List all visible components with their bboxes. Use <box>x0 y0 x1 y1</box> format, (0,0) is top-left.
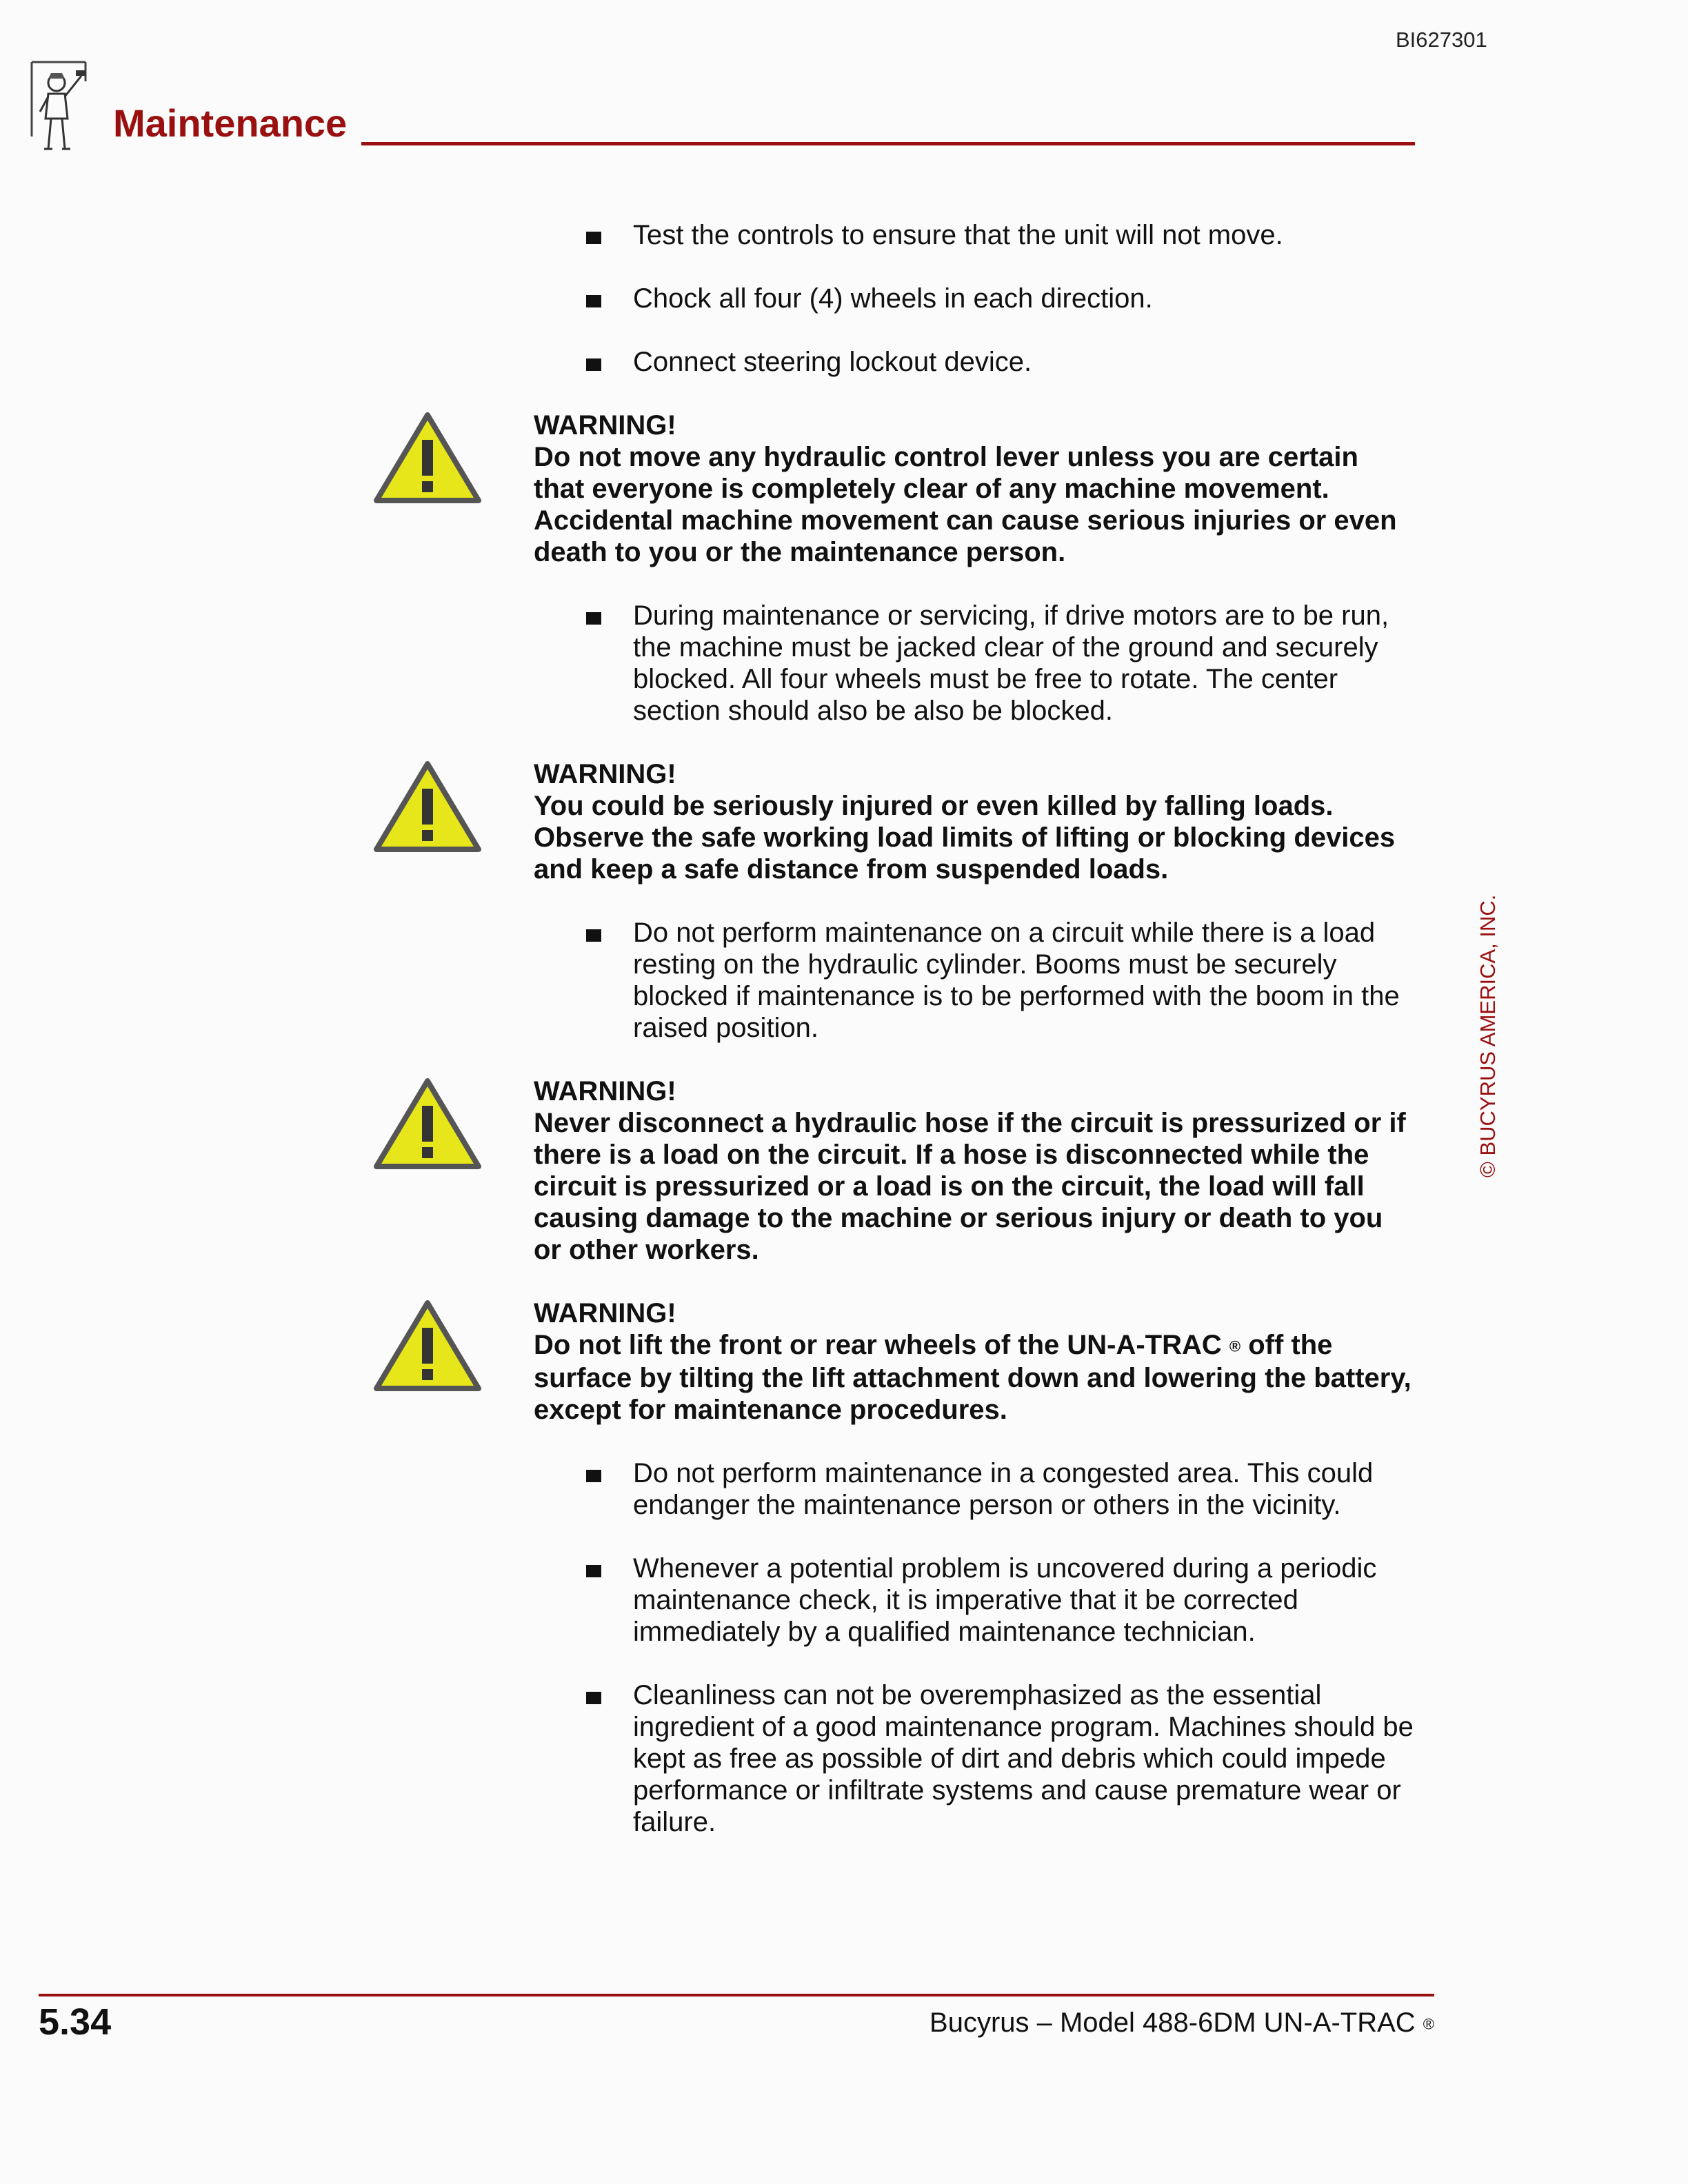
warning-block <box>372 410 1415 568</box>
copyright-notice: © BUCYRUS AMERICA, INC. <box>1476 894 1500 1177</box>
warning-text <box>534 1329 1415 1426</box>
warning-text-part: Do not lift the front or rear wheels of the UN-A-TRAC <box>534 1330 1222 1360</box>
page-title: Maintenance <box>113 101 348 145</box>
warning-triangle-icon <box>372 410 483 506</box>
mechanic-icon <box>28 61 94 156</box>
warning-triangle-icon <box>372 758 483 855</box>
bullet-text: Chock all four (4) wheels in each direction. <box>633 283 1153 314</box>
bullet-icon <box>586 929 601 942</box>
warning-text: You could be seriously injured or even killed by falling loads. Observe the safe working load limits of lifting or blocking devices and keep a safe distance from suspended loads. <box>534 791 1396 884</box>
registered-mark: ® <box>1423 2015 1434 2033</box>
warning-text: Never disconnect a hydraulic hose if the circuit is pressurized or if there is a load on the circuit. If a hose is disconnected while the circuit is pressurized or a load is on the circuit, the load will fall causing damage to the machine or serious injury or death to you or other workers. <box>534 1108 1406 1265</box>
bullet-text: Cleanliness can not be overemphasized as the essential ingredient of a good maintenance program. Machines should be kept as free as possible of dirt and debris which could impede performance or infiltrate systems and cause premature wear or failure. <box>633 1680 1414 1838</box>
bullet-icon <box>586 232 601 244</box>
bullet-icon <box>586 358 601 371</box>
bullet-text: Do not perform maintenance on a circuit while there is a load resting on the hydraulic cylinder. Booms must be securely blocked if maintenance is to be performed with the boom in the raised position. <box>633 918 1400 1043</box>
title-rule <box>361 142 1415 145</box>
list-item <box>372 283 1415 314</box>
list-item <box>372 917 1415 1044</box>
bullet-text: Test the controls to ensure that the unit will not move. <box>633 220 1283 250</box>
doc-id: BI627301 <box>1396 28 1487 52</box>
warning-heading: WARNING! <box>534 1076 676 1106</box>
bullet-icon <box>586 1470 601 1482</box>
warning-block <box>372 1075 1415 1266</box>
list-item <box>372 346 1415 378</box>
registered-mark: ® <box>1229 1337 1241 1355</box>
list-item <box>372 1457 1415 1521</box>
warning-triangle-icon <box>372 1297 483 1394</box>
page-number: 5.34 <box>39 2001 112 2043</box>
list-item <box>372 600 1415 727</box>
bullet-icon <box>586 612 601 625</box>
footer-title <box>930 2008 1434 2039</box>
warning-heading: WARNING! <box>534 410 676 441</box>
list-item <box>372 1553 1415 1648</box>
list-item <box>372 219 1415 251</box>
bullet-icon <box>586 1565 601 1577</box>
warning-heading: WARNING! <box>534 759 676 789</box>
bullet-icon <box>586 295 601 307</box>
footer-title-text: Bucyrus – Model 488-6DM UN-A-TRAC <box>930 2008 1416 2038</box>
list-item <box>372 1679 1415 1838</box>
warning-triangle-icon <box>372 1075 483 1172</box>
warning-block <box>372 1297 1415 1426</box>
bullet-text: During maintenance or servicing, if drive motors are to be run, the machine must be jacked clear of the ground and securely blocked. All four wheels must be free to rotate. The center section should also be also be blocked. <box>633 600 1389 726</box>
warning-text-part: off the surface by tilting the lift attachment down and lowering the battery, except for maintenance procedures. <box>534 1330 1411 1426</box>
footer-rule <box>39 1994 1434 1996</box>
content <box>372 219 1415 1870</box>
bullet-text: Connect steering lockout device. <box>633 347 1032 377</box>
bullet-icon <box>586 1692 601 1704</box>
warning-block <box>372 758 1415 885</box>
warning-text: Do not move any hydraulic control lever unless you are certain that everyone is completely clear of any machine movement. Accidental machine movement can cause serious injuries or even death to you or the maintenance person. <box>534 442 1397 567</box>
warning-heading: WARNING! <box>534 1298 676 1328</box>
bullet-text: Do not perform maintenance in a congested area. This could endanger the maintenance person or others in the vicinity. <box>633 1458 1374 1521</box>
bullet-text: Whenever a potential problem is uncovered during a periodic maintenance check, it is imperative that it be corrected immediately by a qualified maintenance technician. <box>633 1553 1377 1648</box>
